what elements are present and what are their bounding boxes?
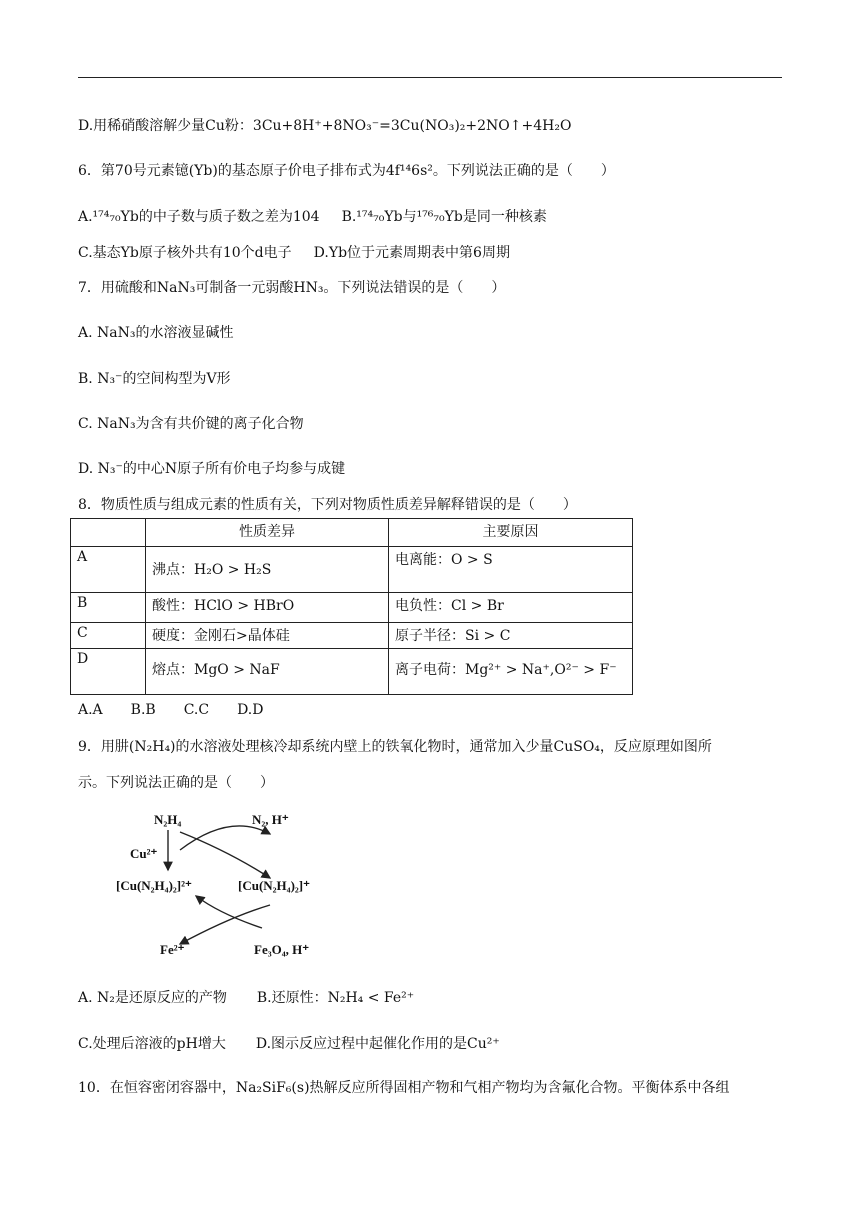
q5-option-d	[78, 116, 571, 136]
q7-stem: 7．用硫酸和NaN₃可制备一元弱酸HN₃。下列说法错误的是（ ）	[78, 280, 506, 296]
complex-left-label: [Cu(N₂H₄)₂]²⁺	[116, 878, 192, 893]
q9-option-b: B.还原性：N₂H₄ < Fe²⁺	[256, 990, 415, 1006]
q7-option-c: C. NaN₃为含有共价键的离子化合物	[78, 416, 304, 432]
q6-options-cd	[78, 243, 510, 263]
q6-option-d: D.Yb位于元素周期表中第6周期	[313, 245, 510, 261]
q9-option-c: C.处理后溶液的pH增大	[78, 1036, 226, 1052]
table-cell: 电离能：O > S	[389, 547, 633, 593]
q7-option-b: B. N₃⁻的空间构型为V形	[78, 371, 231, 387]
q8-options: A.A B.B C.C D.D	[78, 702, 264, 718]
table-header-cell: 性质差异	[146, 519, 389, 547]
table-cell: C	[71, 623, 146, 649]
header-rule	[78, 77, 782, 78]
table-row	[71, 593, 633, 623]
table-row	[71, 649, 633, 695]
table-cell: 电负性：Cl > Br	[389, 593, 633, 623]
fe2-label: Fe²⁺	[160, 942, 185, 957]
table-row	[71, 623, 633, 649]
complex-right-label: [Cu(N₂H₄)₂]⁺	[238, 878, 310, 893]
q6-options-ab	[78, 207, 547, 227]
table-cell: 离子电荷：Mg²⁺ > Na⁺,O²⁻ > F⁻	[389, 649, 633, 695]
q6-option-c: C.基态Yb原子核外共有10个d电子	[78, 245, 292, 261]
cu2-label: Cu²⁺	[130, 846, 158, 861]
table-cell: A	[71, 547, 146, 593]
q10-stem: 10．在恒容密闭容器中，Na₂SiF₆(s)热解反应所得固相产物和气相产物均为含氟化合物。平衡体系中各组	[78, 1080, 730, 1096]
q9-options-ab	[78, 988, 414, 1008]
table-header-cell: 主要原因	[389, 519, 633, 547]
q9-option-d: D.图示反应过程中起催化作用的是Cu²⁺	[255, 1036, 500, 1052]
table-header-cell	[71, 519, 146, 547]
n2h4-label: N₂H₄	[154, 812, 182, 827]
q6-stem: 6．第70号元素镱(Yb)的基态原子价电子排布式为4f¹⁴6s²。下列说法正确的是（ ）	[78, 163, 615, 179]
n2-h-label: N₂, H⁺	[252, 812, 289, 827]
fe3o4-label: Fe₃O₄, H⁺	[254, 942, 310, 957]
table-row	[71, 547, 633, 593]
q9-option-a: A. N₂是还原反应的产物	[78, 990, 227, 1006]
q6-option-a: A.¹⁷⁴₇₀Yb的中子数与质子数之差为104	[78, 209, 320, 225]
q9-stem-line2: 示。下列说法正确的是（ ）	[78, 775, 274, 791]
table-cell: 原子半径：Si > C	[389, 623, 633, 649]
reaction-diagram	[110, 802, 340, 962]
q5-option-d-label: D.用稀硝酸溶解少量Cu粉：	[78, 118, 253, 134]
table-cell: B	[71, 593, 146, 623]
q9-options-cd	[78, 1034, 500, 1054]
q6-option-b: B.¹⁷⁴₇₀Yb与¹⁷⁶₇₀Yb是同一种核素	[341, 209, 547, 225]
table-cell: 沸点：H₂O > H₂S	[146, 547, 389, 593]
table-header-row	[71, 519, 633, 547]
q7-option-d: D. N₃⁻的中心N原子所有价电子均参与成键	[78, 461, 346, 477]
q8-table	[70, 518, 633, 695]
q7-option-a: A. NaN₃的水溶液显碱性	[78, 325, 234, 341]
q5-option-d-equation: 3Cu+8H⁺+8NO₃⁻=3Cu(NO₃)₂+2NO↑+4H₂O	[252, 118, 572, 134]
table-cell: 硬度：金刚石>晶体硅	[146, 623, 389, 649]
q8-stem: 8．物质性质与组成元素的性质有关，下列对物质性质差异解释错误的是（ ）	[78, 497, 577, 513]
q9-stem-line1: 9．用肼(N₂H₄)的水溶液处理核冷却系统内壁上的铁氧化物时，通常加入少量CuSO₄，反应原理如图所	[78, 739, 712, 755]
table-cell: 酸性：HClO > HBrO	[146, 593, 389, 623]
table-cell: D	[71, 649, 146, 695]
table-cell: 熔点：MgO > NaF	[146, 649, 389, 695]
